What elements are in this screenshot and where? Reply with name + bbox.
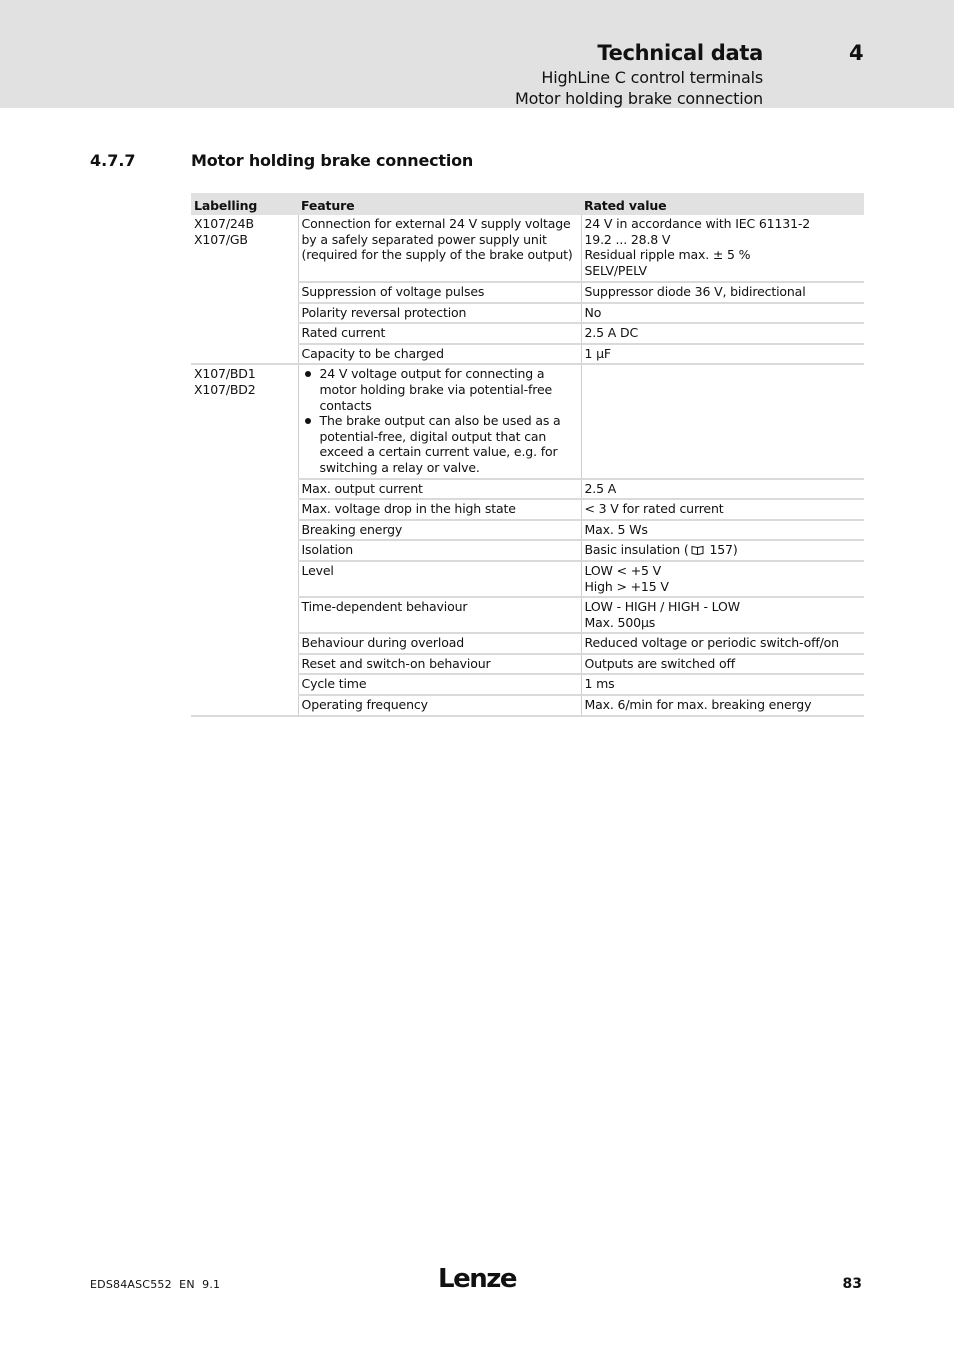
- table-row: [191, 364, 864, 478]
- value-cell: [581, 597, 864, 633]
- value-line: LOW - HIGH / HIGH - LOW: [584, 599, 740, 615]
- value-cell: 1 ms: [581, 674, 864, 695]
- header-subtitle-2: Motor holding brake connection: [514, 89, 763, 108]
- lenze-logo: Lenze: [438, 1264, 516, 1294]
- value-line: 19.2 ... 28.8 V: [584, 231, 671, 247]
- value-line: Residual ripple max. ± 5 %: [584, 247, 751, 263]
- label-line: X107/GB: [194, 231, 248, 247]
- value-cell: Max. 5 Ws: [581, 520, 864, 541]
- column-header-rated-value: Rated value: [581, 193, 864, 215]
- spec-table: [191, 193, 864, 717]
- page-number: 83: [842, 1276, 862, 1292]
- feature-cell: Max. output current: [298, 479, 581, 500]
- value-cell: 2.5 A DC: [581, 323, 864, 344]
- value-cell: [581, 561, 864, 597]
- feature-cell: Max. voltage drop in the high state: [298, 499, 581, 520]
- table-row: [191, 215, 864, 282]
- section-title: Motor holding brake connection: [191, 151, 474, 170]
- feature-cell: Behaviour during overload: [298, 633, 581, 654]
- value-cell: 1 µF: [581, 344, 864, 365]
- column-header-labelling: Labelling: [191, 193, 298, 215]
- value-line: 24 V in accordance with IEC 61131-2: [584, 216, 811, 231]
- bullet-item: 24 V voltage output for connecting a motor holding brake via potential-free contacts: [302, 366, 578, 413]
- value-cell: Reduced voltage or periodic switch-off/on: [581, 633, 864, 654]
- value-cell: Max. 6/min for max. breaking energy: [581, 695, 864, 716]
- reference-page: 157): [709, 542, 738, 558]
- feature-cell: Suppression of voltage pulses: [298, 282, 581, 303]
- section-number: 4.7.7: [90, 151, 136, 170]
- document-id: EDS84ASC552 EN 9.1: [90, 1278, 221, 1291]
- value-line: SELV/PELV: [584, 262, 647, 278]
- feature-cell: Connection for external 24 V supply voltage by a safely separated power supply unit (required for the supply of the brake output): [298, 215, 581, 282]
- value-cell: No: [581, 303, 864, 324]
- value-cell: Outputs are switched off: [581, 654, 864, 675]
- feature-cell: Time-dependent behaviour: [298, 597, 581, 633]
- feature-cell: Level: [298, 561, 581, 597]
- feature-cell: Isolation: [298, 540, 581, 561]
- value-line: LOW < +5 V: [584, 562, 662, 578]
- feature-cell: Breaking energy: [298, 520, 581, 541]
- value-cell: < 3 V for rated current: [581, 499, 864, 520]
- bullet-item: The brake output can also be used as a potential-free, digital output that can exceed a certain current value, e.g. for switching a relay or valve.: [302, 413, 578, 475]
- bullet-list: [302, 366, 578, 475]
- column-header-feature: Feature: [298, 193, 581, 215]
- table-header-row: [191, 193, 864, 215]
- feature-cell: Reset and switch-on behaviour: [298, 654, 581, 675]
- label-cell-group1: [191, 215, 298, 364]
- value-cell: Suppressor diode 36 V, bidirectional: [581, 282, 864, 303]
- label-line: X107/24B: [194, 216, 254, 231]
- feature-cell: Rated current: [298, 323, 581, 344]
- value-cell: [581, 215, 864, 282]
- feature-cell: Polarity reversal protection: [298, 303, 581, 324]
- book-icon: [691, 545, 704, 555]
- chapter-number: 4: [849, 41, 864, 65]
- feature-cell-bullets: [298, 364, 581, 478]
- value-cell: 2.5 A: [581, 479, 864, 500]
- label-cell-group2: [191, 364, 298, 715]
- feature-cell: Cycle time: [298, 674, 581, 695]
- value-cell-empty: [581, 364, 864, 478]
- value-line: Max. 500µs: [584, 614, 656, 630]
- value-text: Basic insulation (: [584, 542, 689, 558]
- header-band: [0, 0, 954, 108]
- feature-cell: Operating frequency: [298, 695, 581, 716]
- label-line: X107/BD2: [194, 381, 256, 397]
- label-line: X107/BD1: [194, 366, 256, 382]
- header-subtitle-1: HighLine C control terminals: [541, 68, 763, 87]
- value-cell: [581, 540, 864, 561]
- value-line: High > +15 V: [584, 578, 669, 594]
- feature-cell: Capacity to be charged: [298, 344, 581, 365]
- chapter-title: Technical data: [597, 41, 763, 65]
